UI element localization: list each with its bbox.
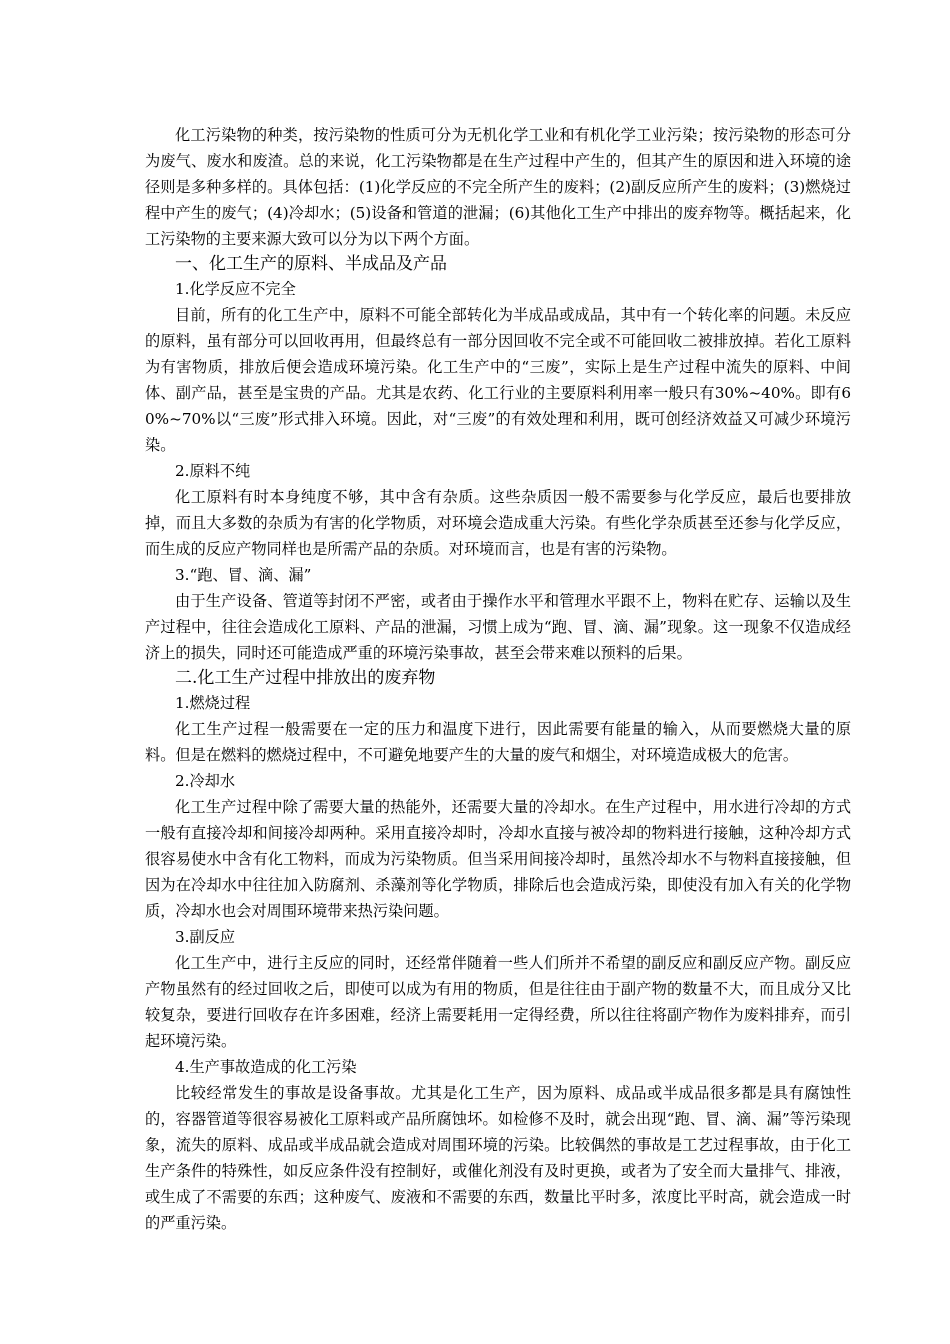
subsection-heading: 1.化学反应不完全 <box>175 280 296 298</box>
section-heading: 二.化工生产过程中排放出的废弃物 <box>175 668 436 688</box>
subsection-paragraph: 目前，所有的化工生产中，原料不可能全部转化为半成品或成品，其中有一个转化率的问题。未反应的原料，虽有部分可以回收再用，但最终总有一部分因回收不完全或不可能回收二被排放掉。若化工原料为有害物质，排放后便会造成环境污染。化工生产中的“三废”，实际上是生产过程中流失的原料、中间体、副产品，甚至是宝贵的产品。尤其是农药、化工行业的主要原料利用率一般只有30%~40%。即有60%~70%以“三废”形式排入环境。因此，对“三废”的有效处理和利用，既可创经济效益又可减少环境污染。 <box>145 306 851 454</box>
subsection-paragraph: 比较经常发生的事故是设备事故。尤其是化工生产，因为原料、成品或半成品很多都是具有腐蚀性的，容器管道等很容易被化工原料或产品所腐蚀坏。如检修不及时，就会出现“跑、冒、滴、漏”等污染现象，流失的原料、成品或半成品就会造成对周围环境的污染。比较偶然的事故是工艺过程事故，由于化工生产条件的特殊性，如反应条件没有控制好，或催化剂没有及时更换，或者为了安全而大量排气、排液，或生成了不需要的东西；这种废气、废液和不需要的东西，数量比平时多，浓度比平时高，就会造成一时的严重污染。 <box>145 1084 851 1232</box>
section-heading: 一、化工生产的原料、半成品及产品 <box>175 254 447 274</box>
intro-paragraph: 化工污染物的种类，按污染物的性质可分为无机化学工业和有机化学工业污染；按污染物的形态可分为废气、废水和废渣。总的来说，化工污染物都是在生产过程中产生的，但其产生的原因和进入环境的途径则是多种多样的。具体包括：(1)化学反应的不完全所产生的废料；(2)副反应所产生的废料；(3)燃烧过程中产生的废气；(4)冷却水；(5)设备和管道的泄漏；(6)其他化工生产中排出的废弃物等。概括起来，化工污染物的主要来源大致可以分为以下两个方面。 <box>145 126 851 248</box>
subsection-paragraph: 由于生产设备、管道等封闭不严密，或者由于操作水平和管理水平跟不上，物料在贮存、运输以及生产过程中，往往会造成化工原料、产品的泄漏，习惯上成为“跑、冒、滴、漏”现象。这一现象不仅造成经济上的损失，同时还可能造成严重的环境污染事故，甚至会带来难以预料的后果。 <box>145 592 851 662</box>
subsection-paragraph: 化工生产中，进行主反应的同时，还经常伴随着一些人们所并不希望的副反应和副反应产物。副反应产物虽然有的经过回收之后，即使可以成为有用的物质，但是往往由于副产物的数量不大，而且成分又比较复杂，要进行回收存在许多困难，经济上需要耗用一定得经费，所以往往将副产物作为废料排弃，而引起环境污染。 <box>145 954 851 1050</box>
document-body <box>145 122 851 1236</box>
subsection-heading: 1.燃烧过程 <box>175 694 251 712</box>
section-process-waste <box>145 666 851 1236</box>
subsection-heading: 3.副反应 <box>175 928 236 946</box>
subsection-paragraph: 化工生产过程中除了需要大量的热能外，还需要大量的冷却水。在生产过程中，用水进行冷却的方式一般有直接冷却和间接冷却两种。采用直接冷却时，冷却水直接与被冷却的物料进行接触，这种冷却方式很容易使水中含有化工物料，而成为污染物质。但当采用间接冷却时，虽然冷却水不与物料直接接触，但因为在冷却水中往往加入防腐剂、杀藻剂等化学物质，排除后也会造成污染，即使没有加入有关的化学物质，冷却水也会对周围环境带来热污染问题。 <box>145 798 851 920</box>
subsection-heading: 2.原料不纯 <box>175 462 251 480</box>
subsection-heading: 2.冷却水 <box>175 772 236 790</box>
subsection-paragraph: 化工原料有时本身纯度不够，其中含有杂质。这些杂质因一般不需要参与化学反应，最后也要排放掉，而且大多数的杂质为有害的化学物质，对环境会造成重大污染。有些化学杂质甚至还参与化学反应，而生成的反应产物同样也是所需产品的杂质。对环境而言，也是有害的污染物。 <box>145 488 851 558</box>
subsection-heading: 4.生产事故造成的化工污染 <box>175 1058 357 1076</box>
subsection-paragraph: 化工生产过程一般需要在一定的压力和温度下进行，因此需要有能量的输入，从而要燃烧大量的原料。但是在燃料的燃烧过程中，不可避免地要产生的大量的废气和烟尘，对环境造成极大的危害。 <box>145 720 851 764</box>
subsection-heading: 3.“跑、冒、滴、漏” <box>175 566 312 584</box>
section-raw-materials <box>145 252 851 666</box>
